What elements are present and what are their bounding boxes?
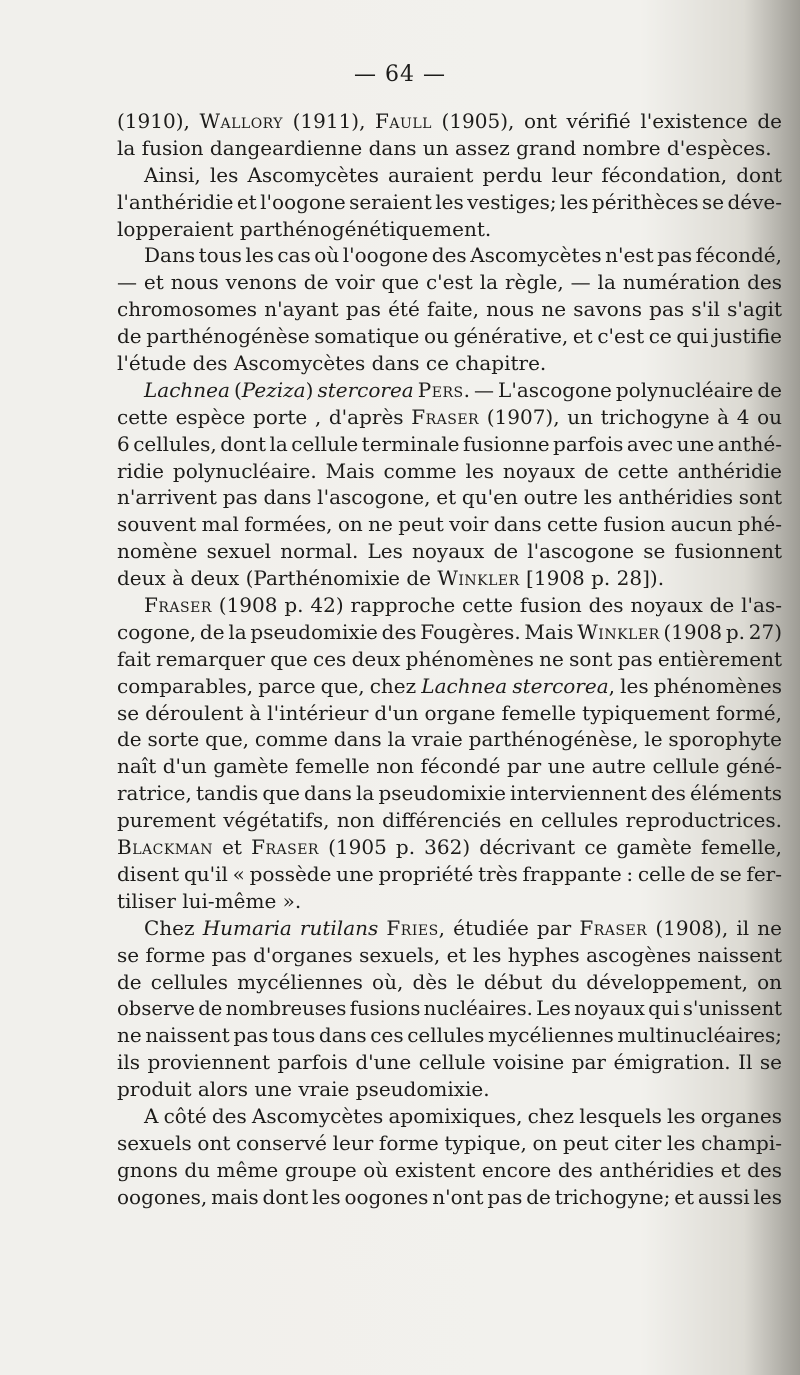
text-run: Ainsi, les Ascomycètes auraient perdu leur fécondation, dont (144, 162, 782, 187)
text-line (117, 1157, 782, 1184)
author-name: Fries (386, 915, 439, 940)
text-line (117, 646, 782, 673)
text-run: cogone, de la pseudomixie des Fougères. Mais (117, 619, 578, 644)
text-line-content (117, 297, 782, 321)
text-line-content (144, 163, 782, 187)
text-run: naît d'un gamète femelle non fécondé par une autre cellule géné- (117, 754, 782, 779)
text-line (117, 888, 782, 915)
species-name: stercorea (317, 377, 414, 402)
author-name: Winkler (577, 619, 660, 644)
text-run: oogones, mais dont les oogones n'ont pas de trichogyne; et aussi les (117, 1184, 782, 1209)
text-line-content (117, 190, 782, 214)
text-run: 6 cellules, dont la cellule terminale fusionne parfois avec une anthé- (117, 431, 782, 456)
text-run: A côté des Ascomycètes apomixiques, chez lesquels les organes (144, 1103, 782, 1128)
text-line (117, 834, 782, 861)
text-line (117, 538, 782, 565)
text-line-content (117, 109, 782, 133)
text-line-content (117, 889, 301, 913)
text-line-content (117, 701, 782, 725)
text-line (117, 404, 782, 431)
text-run: Chez (144, 915, 203, 940)
text-line-content (144, 915, 782, 942)
body-text (117, 108, 782, 1211)
text-run: — et nous venons de voir que c'est la règle, — la numération des (117, 270, 782, 295)
text-line-content (117, 539, 782, 563)
text-line-content (117, 432, 782, 456)
author-name: Fraser (144, 593, 212, 618)
text-line-content (117, 781, 782, 805)
text-run: (1908), il ne (647, 915, 782, 940)
text-run: deux à deux (Parthénomixie de (117, 566, 438, 591)
page-number: — 64 — (354, 62, 446, 87)
text-line-content (117, 943, 782, 967)
text-run: comparables, parce que, chez (117, 673, 422, 698)
text-line (117, 1184, 782, 1211)
author-name: Wallory (199, 109, 284, 133)
text-line-content (117, 1131, 782, 1155)
species-name: Peziza (241, 377, 306, 402)
text-line (117, 1076, 782, 1103)
text-run: gnons du même groupe où existent encore des anthéridies et des (117, 1157, 782, 1182)
text-line-content (117, 136, 772, 160)
text-line-content (117, 727, 782, 751)
text-run: tiliser lui-même ». (117, 888, 302, 913)
text-line-content (117, 351, 546, 375)
text-line-content (117, 835, 782, 859)
text-run: nomène sexuel normal. Les noyaux de l'ascogone se fusionnent (117, 539, 782, 564)
text-run: ne naissent pas tous dans ces cellules mycéliennes multinucléaires; (117, 1023, 782, 1048)
text-run: (1905 p. 362) décrivant ce gamète femelle, (318, 835, 782, 860)
text-line-content (117, 566, 664, 590)
text-run: . — L'ascogone polynucléaire de (463, 377, 782, 402)
text-line (117, 1103, 782, 1130)
text-line (117, 377, 782, 404)
author-name: Fraser (411, 404, 480, 429)
text-line-content (117, 217, 491, 241)
text-line (117, 511, 782, 538)
text-line-content (117, 270, 782, 294)
text-line (117, 673, 782, 700)
text-line (117, 565, 782, 592)
text-line (117, 1022, 782, 1049)
text-line-content (117, 1050, 782, 1074)
text-line (117, 969, 782, 996)
text-run: observe de nombreuses fusions nucléaires. Les noyaux qui s'unissent (117, 996, 782, 1021)
text-line (117, 269, 782, 296)
text-run: se forme pas d'organes sexuels, et les hyphes ascogènes naissent (117, 942, 782, 967)
text-run: de sorte que, comme dans la vraie parthénogénèse, le sporophyte (117, 727, 782, 752)
text-line (117, 458, 782, 485)
text-line-content (117, 862, 782, 886)
text-run: disent qu'il « possède une propriété très frappante : celle de se fer- (117, 861, 782, 886)
text-run: fait remarquer que ces deux phénomènes ne sont pas entièrement (117, 646, 782, 671)
species-name: Lachnea stercorea (421, 673, 609, 698)
text-line (117, 323, 782, 350)
text-line (117, 726, 782, 753)
author-name: Fraser (251, 835, 319, 860)
text-run: ridie polynucléaire. Mais comme les noyaux de cette anthéridie (117, 458, 782, 483)
text-run: lopperaient parthénogénétiquement. (117, 216, 492, 241)
text-line-content (117, 485, 782, 509)
text-run: (1907), un trichogyne à 4 ou (479, 404, 782, 429)
text-line-content (117, 995, 782, 1022)
text-line-content (144, 593, 782, 617)
text-run: , les phénomènes (608, 673, 782, 698)
text-run: Dans tous les cas où l'oogone des Ascomycètes n'est pas fécondé, (144, 243, 782, 268)
text-line-content (117, 970, 782, 994)
text-run: (1910), (117, 109, 200, 133)
text-run: l'anthéridie et l'oogone seraient les vestiges; les périthèces se déve- (117, 189, 782, 214)
text-run: , étudiée par (438, 915, 580, 940)
text-run: chromosomes n'ayant pas été faite, nous ne savons pas s'il s'agit (117, 297, 782, 322)
text-line (117, 780, 782, 807)
text-run: se déroulent à l'intérieur d'un organe femelle typiquement formé, (117, 700, 782, 725)
text-line-content (117, 620, 782, 644)
text-line (117, 108, 782, 135)
text-line-content (117, 1185, 782, 1209)
text-run: et (212, 835, 252, 860)
text-line-content (144, 378, 782, 402)
text-line-content (117, 405, 782, 429)
text-line-content (117, 1158, 782, 1182)
text-run: souvent mal formées, on ne peut voir dans cette fusion aucun phé- (117, 512, 782, 537)
text-run: produit alors une vraie pseudomixie. (117, 1077, 490, 1102)
text-line-content (144, 1104, 782, 1128)
text-run: (1905), ont vérifié l'existence de (431, 109, 782, 133)
text-line-content (117, 754, 782, 778)
text-run: ils proviennent parfois d'une cellule voisine par émigration. Il se (117, 1050, 782, 1075)
text-run: sexuels ont conservé leur forme typique, on peut citer les champi- (117, 1130, 782, 1155)
text-line-content (117, 808, 782, 832)
text-line (117, 619, 782, 646)
text-run: ) (305, 377, 318, 402)
text-line (117, 189, 782, 216)
text-line (117, 753, 782, 780)
text-run: l'étude des Ascomycètes dans ce chapitre. (117, 351, 547, 376)
text-run: ratrice, tandis que dans la pseudomixie interviennent des éléments (117, 781, 782, 806)
author-name: Fraser (579, 915, 648, 940)
text-line (117, 296, 782, 323)
text-line (117, 942, 782, 969)
text-line (117, 484, 782, 511)
text-line (117, 431, 782, 458)
text-line (117, 807, 782, 834)
text-line-content (144, 243, 782, 267)
text-line (117, 1049, 782, 1076)
author-name: Winkler (437, 566, 520, 591)
text-line (117, 861, 782, 888)
text-line (117, 1130, 782, 1157)
text-run: cette espèce porte , d'après (117, 404, 412, 429)
species-name: Lachnea (144, 377, 230, 402)
text-run: (1908 p. 42) rapproche cette fusion des noyaux de l'as- (211, 593, 782, 618)
author-name: Faull (375, 109, 432, 133)
text-line-content (117, 647, 782, 671)
author-name: Blackman (117, 835, 213, 860)
text-run: ( (229, 377, 242, 402)
text-line-content (117, 324, 782, 348)
text-line (117, 700, 782, 727)
text-run: [1908 p. 28]). (519, 566, 665, 591)
text-line (117, 995, 782, 1022)
text-line-content (117, 1077, 490, 1101)
text-run: de parthénogénèse somatique ou générative, et c'est ce qui justifie (117, 324, 782, 349)
text-line (117, 162, 782, 189)
text-line (117, 216, 782, 243)
text-run: (1911), (283, 109, 376, 133)
text-run: de cellules mycéliennes où, dès le début du développement, on (117, 969, 782, 994)
text-line-content (117, 674, 782, 698)
text-line (117, 915, 782, 942)
text-line (117, 135, 782, 162)
species-name: Humaria rutilans (202, 915, 379, 940)
text-line (117, 350, 782, 377)
text-line (117, 592, 782, 619)
text-line-content (117, 1023, 782, 1047)
text-line-content (117, 459, 782, 483)
text-line-content (117, 511, 782, 538)
text-run: purement végétatifs, non différenciés en cellules reproductrices. (117, 808, 782, 833)
author-name: Pers (417, 377, 464, 402)
text-line (117, 242, 782, 269)
text-run: la fusion dangeardienne dans un assez grand nombre d'espèces. (117, 135, 772, 160)
text-run: n'arrivent pas dans l'ascogone, et qu'en outre les anthéridies sont (117, 485, 782, 510)
text-run: (1908 p. 27) (659, 619, 782, 644)
